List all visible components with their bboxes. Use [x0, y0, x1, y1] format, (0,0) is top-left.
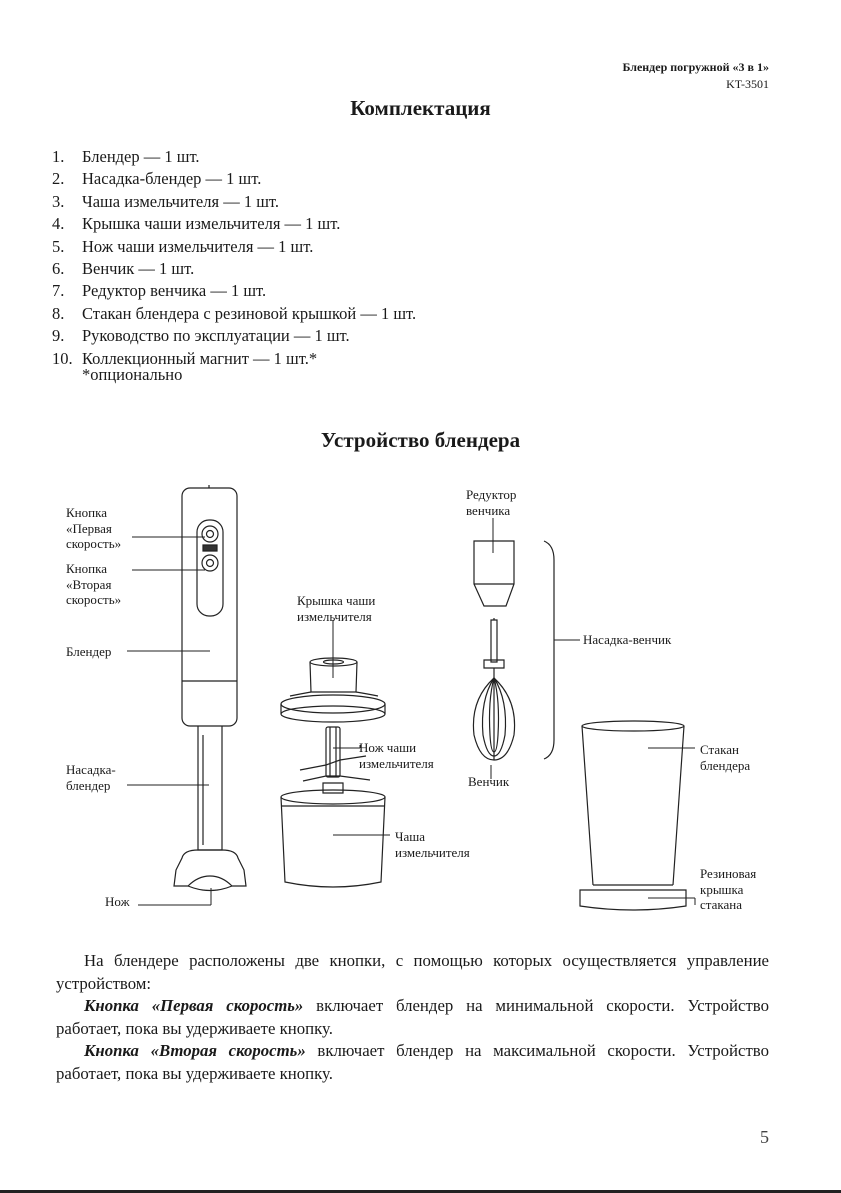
whisk-bracket: [544, 541, 554, 759]
first-speed-text: включает блендер на минимальной скорости. Устройство работает, пока вы удерживаете кнопку.: [56, 996, 769, 1038]
kit-item-number: 2.: [52, 169, 65, 189]
first-speed-paragraph: [56, 995, 769, 1040]
label-button-first-speed: Кнопка «Первая скорость»: [66, 505, 122, 551]
label-chopper-lid: Крышка чаши измельчителя: [297, 593, 376, 624]
kit-item-text: Руководство по эксплуатации — 1 шт.: [82, 326, 350, 346]
kit-list-item: [52, 236, 416, 258]
label-beaker: Стакан блендера: [700, 742, 751, 773]
kit-item-number: 7.: [52, 281, 65, 301]
page-number: 5: [760, 1127, 769, 1147]
chopper-bowl-drawing: [281, 790, 385, 887]
kit-item-text: Нож чаши измельчителя — 1 шт.: [82, 236, 314, 256]
whisk-drawing: [473, 618, 514, 760]
model-number: KT-3501: [726, 77, 769, 91]
product-title: Блендер погружной «3 в 1»: [622, 60, 769, 74]
label-knife: Нож: [105, 894, 130, 909]
kit-item-number: 3.: [52, 191, 65, 211]
kit-list-item: [52, 280, 416, 302]
second-speed-paragraph: [56, 1040, 769, 1085]
label-chopper-bowl: Чаша измельчителя: [395, 829, 470, 860]
label-blender: Блендер: [66, 644, 112, 659]
blender-shaft-drawing: [174, 726, 246, 891]
kit-item-text: Крышка чаши измельчителя — 1 шт.: [82, 214, 341, 234]
kit-item-text: Коллекционный магнит — 1 шт.*: [82, 348, 318, 368]
label-rubber-lid: Резиновая крышка стакана: [700, 866, 757, 912]
second-speed-text: включает блендер на максимальной скорости. Устройство работает, пока вы удерживаете кнопку.: [56, 1041, 769, 1083]
label-chopper-knife: Нож чаши измельчителя: [359, 740, 434, 771]
whisk-gearbox-drawing: [474, 541, 514, 606]
first-speed-term: Кнопка «Первая скорость»: [84, 996, 304, 1015]
kit-item-text: Стакан блендера с резиновой крышкой — 1 шт.: [82, 303, 417, 323]
intro-text: На блендере расположены две кнопки, с помощью которых осуществляется управление устройством:: [56, 951, 769, 993]
blender-handle-drawing: [182, 485, 237, 726]
kit-item-number: 6.: [52, 259, 65, 279]
chopper-lid-drawing: [281, 658, 385, 722]
kit-note: *опционально: [82, 365, 183, 384]
kit-list: [52, 146, 416, 370]
intro-paragraph: [56, 950, 769, 995]
kit-list-item: [52, 213, 416, 235]
kit-item-number: 10.: [52, 348, 73, 368]
kit-item-number: 4.: [52, 214, 65, 234]
kit-item-text: Блендер — 1 шт.: [82, 147, 200, 166]
kit-list-item: [52, 258, 416, 280]
label-whisk: Венчик: [468, 774, 510, 789]
kit-item-text: Чаша измельчителя — 1 шт.: [82, 191, 279, 211]
kit-title: Комплектация: [350, 96, 491, 120]
kit-item-text: Венчик — 1 шт.: [82, 259, 195, 279]
kit-list-item: [52, 191, 416, 213]
label-whisk-attachment: Насадка-венчик: [583, 632, 672, 647]
second-speed-term: Кнопка «Вторая скорость»: [84, 1041, 306, 1060]
kit-list-item: [52, 168, 416, 190]
beaker-drawing: [580, 721, 686, 910]
kit-item-number: 5.: [52, 236, 65, 256]
kit-item-text: Редуктор венчика — 1 шт.: [82, 281, 267, 301]
device-title: Устройство блендера: [320, 428, 521, 452]
kit-list-item: [52, 146, 416, 168]
label-whisk-gearbox: Редуктор венчика: [466, 487, 517, 518]
kit-list-item: [52, 325, 416, 347]
kit-list-item: [52, 303, 416, 325]
label-blender-attachment: Насадка- блендер: [66, 762, 116, 793]
label-button-second-speed: Кнопка «Вторая скорость»: [66, 561, 122, 607]
kit-item-number: 8.: [52, 303, 65, 323]
kit-item-number: 9.: [52, 326, 65, 346]
kit-item-number: 1.: [52, 147, 65, 166]
kit-item-text: Насадка-блендер — 1 шт.: [82, 169, 262, 189]
